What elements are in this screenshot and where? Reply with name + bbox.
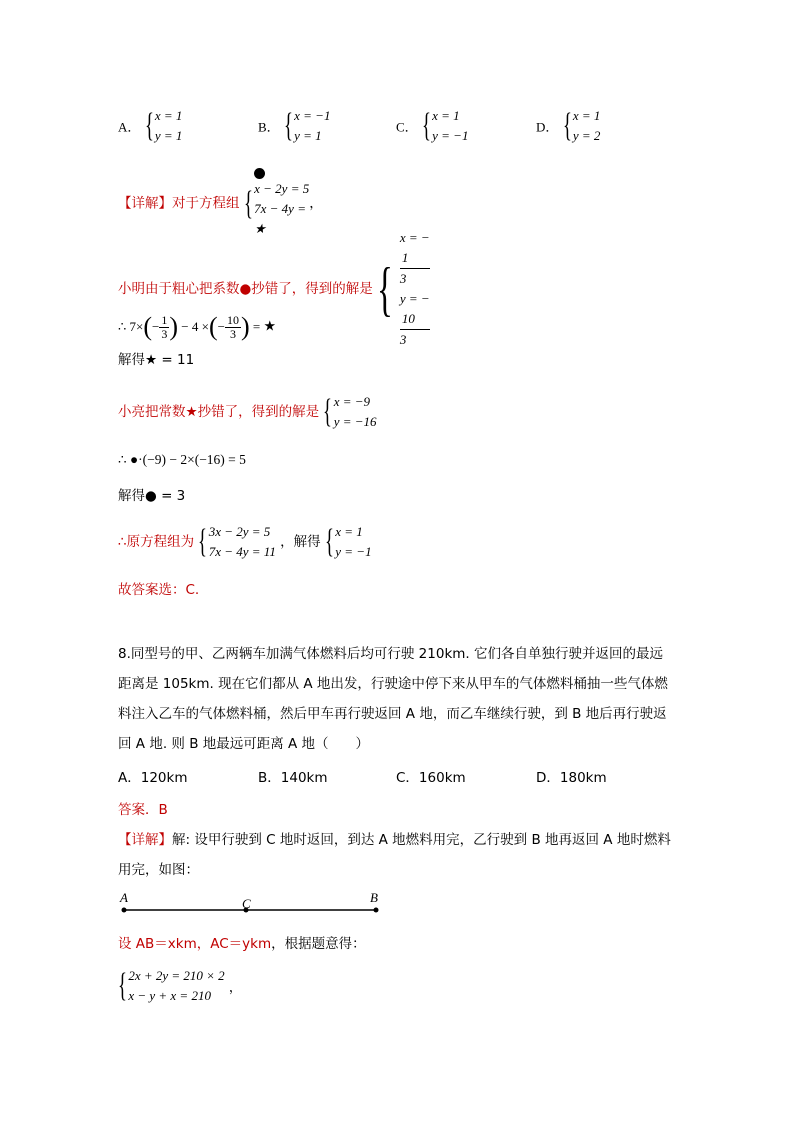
orig-eq2: 7x − 4y = 11 [208,544,276,559]
ming-x: x = − 1 3 [399,230,430,286]
ming-y: y = − 10 3 [399,291,430,347]
q8-line3: 料注入乙车的气体燃料桶，然后甲车再行驶返回 A 地，而乙车继续行驶，到 B 地后再行驶返 [118,706,667,722]
q8-line4: 回 A 地. 则 B 地最远可距离 A 地（ ） [118,736,370,752]
point-a-dot [122,908,127,913]
star-icon: ★ [263,319,277,335]
point-b-label: B [370,890,378,905]
q8-option-d: D．180km [536,770,607,786]
eq-line: y = 1 [294,128,322,143]
detail7-intro: 【详解】对于方程组 { x − 2y = 5 7x − 4y = ★ ， [118,168,323,239]
original-system: ∴原方程组为 { 3x − 2y = 5 7x − 4y = 11 ，解得 { x = 1 y = −1 [118,523,372,560]
detail-tag: 【详解】 [118,195,172,212]
detail8-text: 解: 设甲行驶到 C 地时返回，到达 A 地燃料用完，乙行驶到 B 地再返回 A 地时燃料 [172,832,671,848]
final-eq2: x − y + x = 210 [128,988,211,1003]
star-icon: ★ [254,221,266,236]
option-label: A． [118,119,141,135]
setup-line [118,930,366,958]
point-b-dot [374,908,379,913]
option-label: B． [258,119,280,135]
eq-line: x = 1 [154,108,183,123]
ming-text: 小明由于粗心把系数●抄错了，得到的解是 [118,281,373,297]
detail8-line2: 用完，如图： [118,862,199,878]
detail-tag: 【详解】 [118,832,172,848]
sys-eq2: 7x − 4y = ★ [254,199,309,239]
eq-line: x = 1 [572,108,601,123]
comma: ， [228,980,242,996]
answer8: 答案．B [118,802,168,818]
option-label: C． [396,119,418,135]
solve-text: ，解得 [280,534,321,550]
orig-text: ∴原方程组为 [118,534,195,550]
q7-option-b: B． { x = −1 y = 1 [258,107,331,144]
q7-option-d: D． { x = 1 y = 2 [536,107,601,144]
segment-diagram [112,888,392,922]
liang-text: 小亮把常数★抄错了，得到的解是 [118,404,320,420]
option-label: D． [536,119,559,135]
q8-option-c: C．160km [396,770,466,786]
q8-option-b: B．140km [258,770,328,786]
liang-solution: 小亮把常数★抄错了，得到的解是 { x = −9 y = −16 [118,393,377,430]
q8-line1: 8.同型号的甲、乙两辆车加满气体燃料后均可行驶 210km. 它们各自单独行驶并返回的最远 [118,646,663,662]
eq-line: y = 1 [154,128,183,143]
setup-red: 设 AB＝xkm，AC＝ykm [118,936,272,952]
q7-option-c: C． { x = 1 y = −1 [396,107,469,144]
eq-line: x = 1 [432,108,460,123]
orig-eq1: 3x − 2y = 5 [208,524,271,539]
intro-text: 对于方程组 [172,195,240,212]
dot-icon [254,168,265,179]
eq-line: y = 2 [572,128,601,143]
comma: ， [309,195,323,212]
eq-line: y = −1 [432,128,469,143]
sys-eq1: x − 2y = 5 [254,168,309,199]
ming-solution: 小明由于粗心把系数●抄错了，得到的解是 { x = − 1 3 y = − 10 3 [118,228,430,350]
solve-star: 解得★ = 11 [118,352,195,368]
eq-line: x = −1 [294,108,331,123]
sol-x: x = 1 [335,524,363,539]
q8-option-a: A．120km [118,770,188,786]
liang-x: x = −9 [333,394,371,409]
liang-y: y = −16 [333,414,377,429]
setup-black: ，根据题意得： [271,936,366,952]
calc2: ∴ ●·(−9) − 2×(−16) = 5 [118,452,246,467]
detail8-line1 [118,826,671,854]
calc1: ∴ 7×(− $\frac{1}{3}$ ) − 4 ×(− $\frac{10}{3}$ ) = ★ [118,312,277,341]
final-system: { 2x + 2y = 210 × 2 x − y + x = 210 ， [118,967,242,1004]
point-a-label: A [120,890,128,905]
point-c-label: C [242,896,251,911]
sol-y: y = −1 [335,544,372,559]
final-eq1: 2x + 2y = 210 × 2 [128,968,225,983]
q7-option-a: A． { x = 1 y = 1 [118,107,183,144]
solve-dot: 解得● = 3 [118,488,186,504]
answer7: 故答案选：C. [118,582,200,598]
q8-line2: 距离是 105km. 现在它们都从 A 地出发，行驶途中停下来从甲车的气体燃料桶抽一些气体燃 [118,676,668,692]
